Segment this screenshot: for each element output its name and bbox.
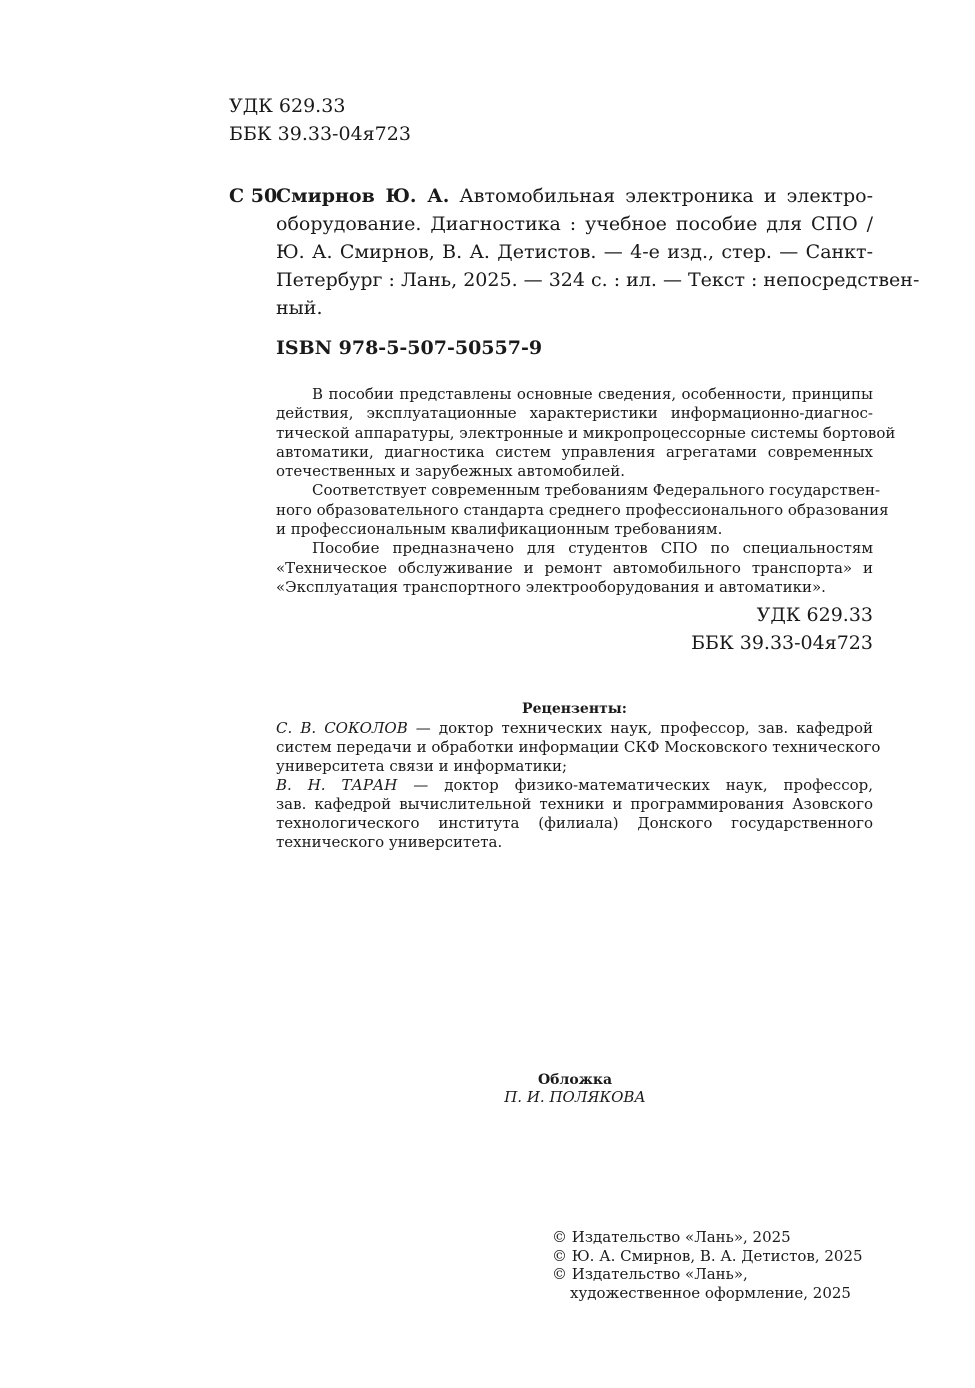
- cover-credit-name: П. И. ПОЛЯКОВА: [504, 1088, 646, 1106]
- annotation-line: отечественных и зарубежных автомобилей.: [276, 462, 625, 481]
- bibliographic-record: [276, 182, 920, 322]
- copyright-block: [552, 1228, 872, 1302]
- udk-block-right: [573, 601, 873, 657]
- annotation-line: Соответствует современным требованиям Федерального государствен-: [312, 481, 881, 500]
- cover-credit-title: Обложка: [537, 1072, 613, 1088]
- biblio-line: Ю. А. Смирнов, В. А. Детистов. — 4-е изд., стер. — Санкт-: [276, 241, 873, 263]
- annotation-line: и профессиональным квалификационным требованиям.: [276, 520, 723, 539]
- biblio-line: Петербург : Лань, 2025. — 324 с. : ил. — Текст : непосредствен-: [276, 269, 920, 291]
- annotation-line: автоматики, диагностика систем управления агрегатами современных: [276, 442, 873, 461]
- biblio-line: оборудование. Диагностика : учебное пособие для СПО /: [276, 213, 873, 235]
- reviewer-name: В. Н. ТАРАН: [276, 776, 398, 794]
- annotation-line: действия, эксплуатационные характеристики информационно-диагнос-: [276, 404, 873, 423]
- udk-block-top: [229, 92, 411, 148]
- annotation-line: тической аппаратуры, электронные и микропроцессорные системы бортовой: [276, 423, 896, 442]
- annotation-line: «Техническое обслуживание и ремонт автомобильного транспорта» и: [276, 558, 873, 577]
- reviewer-line: систем передачи и обработки информации СКФ Московского технического: [276, 738, 881, 756]
- biblio-line: ный.: [276, 297, 323, 319]
- biblio-line: Смирнов Ю. А. Автомобильная электроника и электро-: [276, 185, 873, 207]
- copyright-line: художественное оформление, 2025: [570, 1283, 851, 1302]
- reviewer-name: С. В. СОКОЛОВ: [276, 719, 408, 737]
- copyright-line: © Издательство «Лань», 2025: [552, 1228, 791, 1246]
- copyright-line: © Ю. А. Смирнов, В. А. Детистов, 2025: [552, 1246, 863, 1265]
- reviewer-line: технического университета.: [276, 833, 503, 851]
- biblio-author: Смирнов Ю. А.: [276, 185, 450, 207]
- annotation: [276, 385, 896, 597]
- annotation-line: Пособие предназначено для студентов СПО по специальностям: [312, 539, 873, 558]
- udk-code: УДК 629.33: [756, 604, 873, 626]
- bbk-code: ББК 39.33-04я723: [229, 123, 411, 145]
- author-sign: С 50: [229, 185, 278, 207]
- isbn: ISBN 978-5-507-50557-9: [276, 337, 543, 359]
- copyright-line: © Издательство «Лань»,: [552, 1265, 748, 1283]
- reviewers-list: [276, 719, 881, 852]
- reviewer-line: зав. кафедрой вычислительной техники и программирования Азовского: [276, 795, 873, 813]
- annotation-line: В пособии представлены основные сведения, особенности, принципы: [312, 385, 873, 403]
- reviewer-line: технологического института (филиала) Донского государственного: [276, 814, 873, 832]
- reviewers-title: Рецензенты:: [522, 701, 627, 717]
- bbk-code: ББК 39.33-04я723: [691, 632, 873, 654]
- udk-code: УДК 629.33: [229, 95, 346, 117]
- reviewer-line: С. В. СОКОЛОВ — доктор технических наук, профессор, зав. кафедрой: [276, 719, 873, 737]
- annotation-line: «Эксплуатация транспортного электрооборудования и автоматики».: [276, 577, 826, 596]
- reviewer-line: В. Н. ТАРАН — доктор физико-математических наук, профессор,: [276, 776, 873, 794]
- annotation-line: ного образовательного стандарта среднего профессионального образования: [276, 500, 889, 519]
- reviewer-line: университета связи и информатики;: [276, 757, 568, 775]
